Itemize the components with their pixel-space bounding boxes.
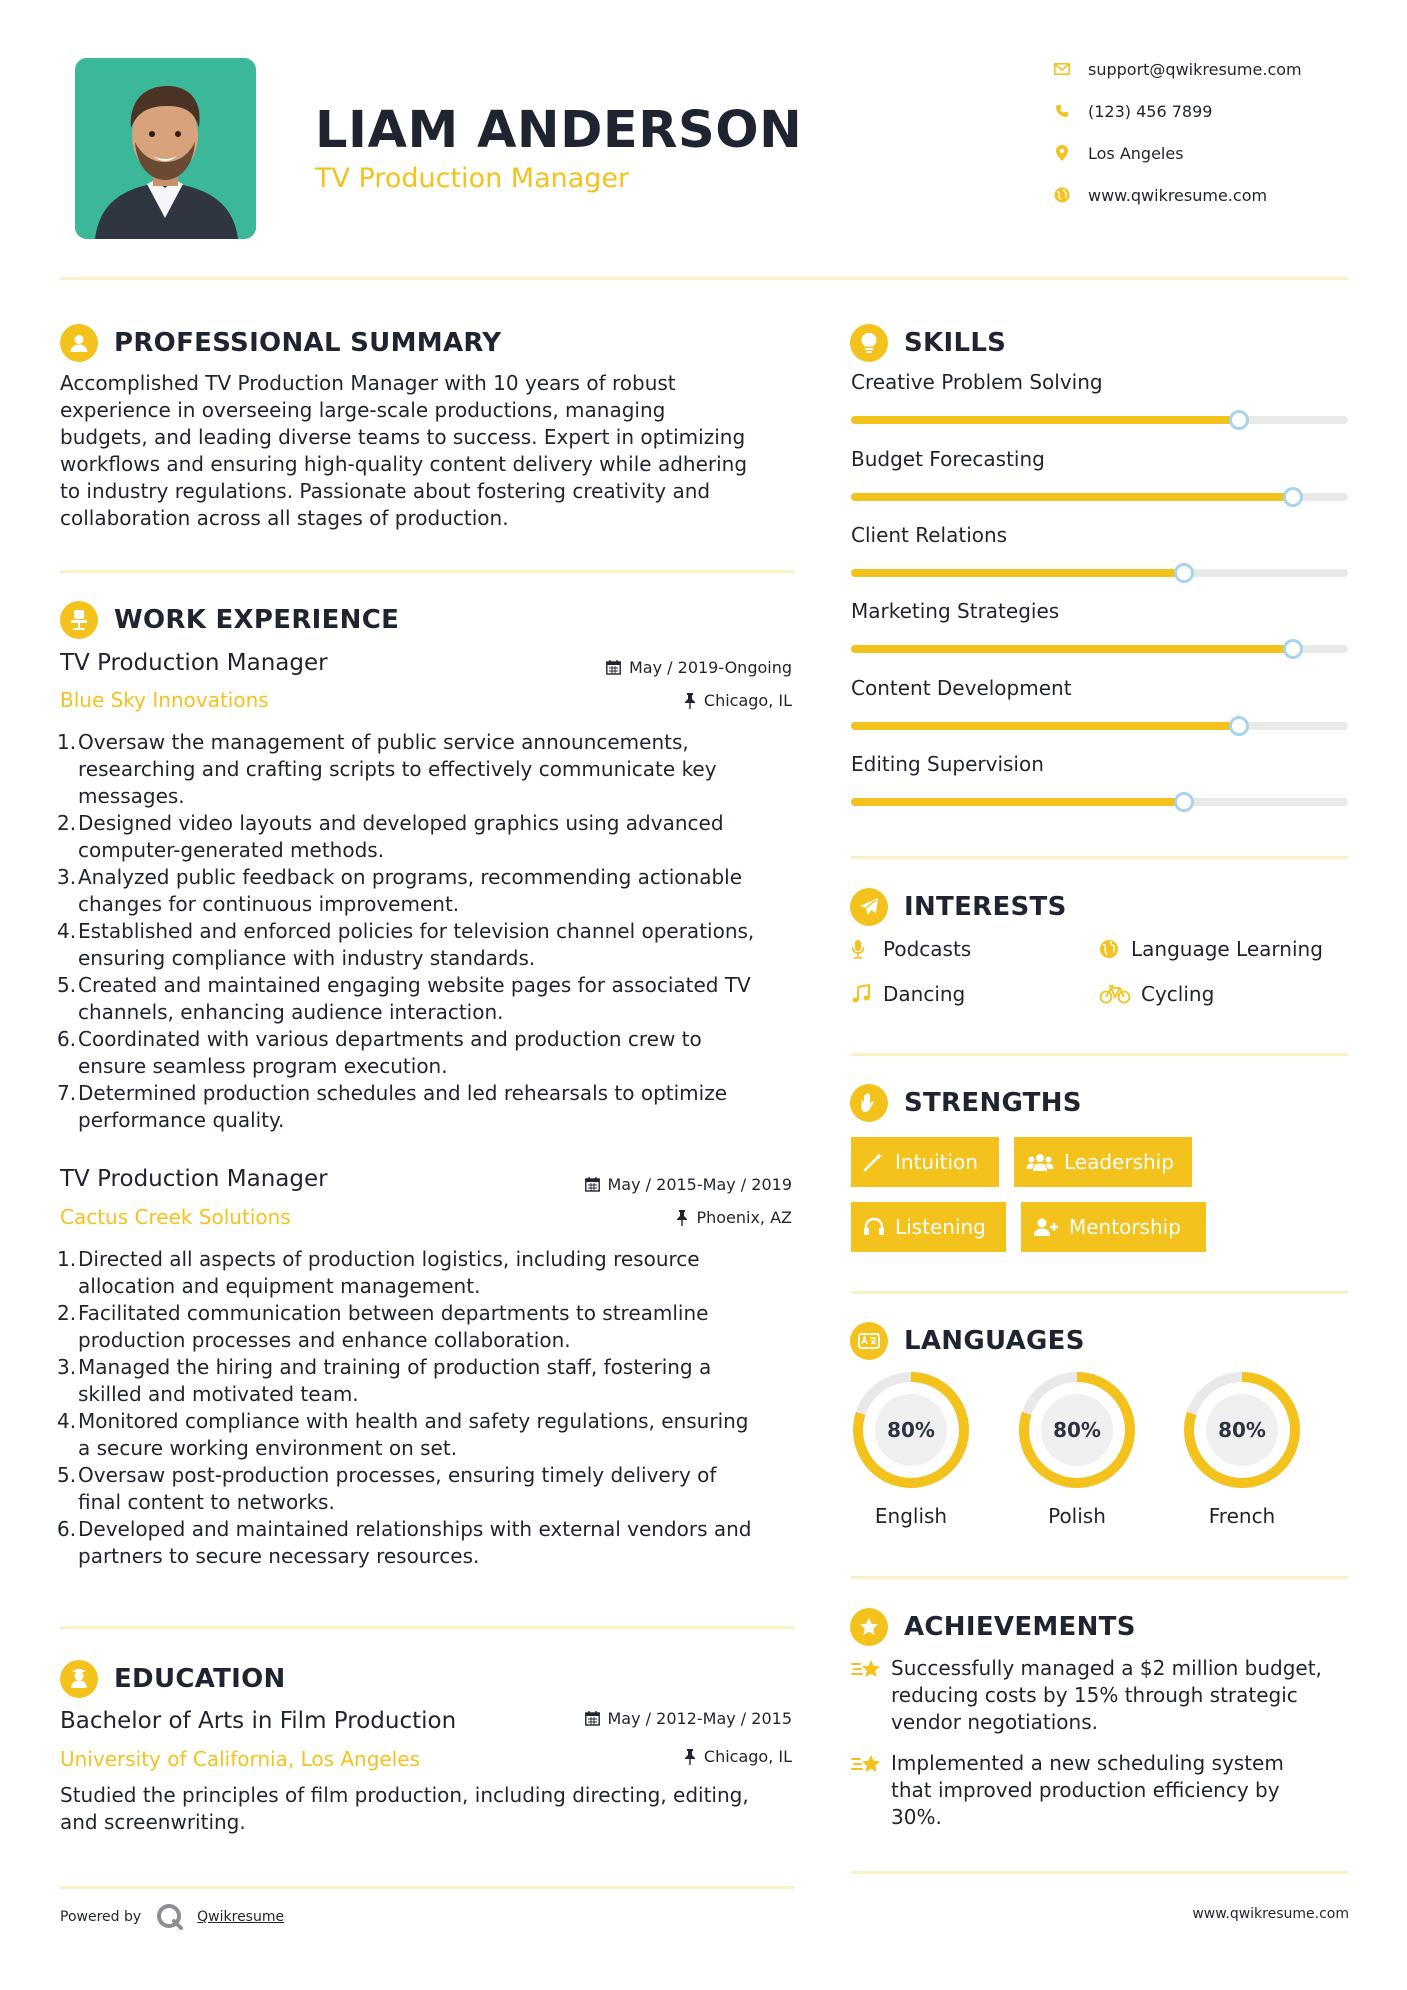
paper-plane-icon xyxy=(850,888,888,926)
skill-level-knob xyxy=(1229,716,1249,736)
achievement-item xyxy=(851,1655,1351,1736)
skills-heading xyxy=(850,324,1006,362)
job-company: Cactus Creek Solutions xyxy=(60,1205,291,1229)
section-divider xyxy=(851,1871,1348,1874)
achievement-line: that improved production efficiency by xyxy=(891,1778,1280,1802)
skill-level-fill xyxy=(851,493,1293,501)
list-item: 3. Managed the hiring and training of production staff, fostering a skilled and motivated team. xyxy=(57,1355,712,1406)
skill-level-bar xyxy=(851,798,1348,806)
hand-icon xyxy=(850,1084,888,1122)
list-item: 2. Designed video layouts and developed graphics using advanced computer-generated methods. xyxy=(57,811,724,862)
interests-heading xyxy=(850,888,1067,926)
contact-phone[interactable] xyxy=(1050,99,1212,123)
skill-name: Budget Forecasting xyxy=(851,447,1045,471)
language-ring xyxy=(1017,1370,1137,1490)
candidate-name: LIAM ANDERSON xyxy=(315,101,803,160)
interest-item xyxy=(851,937,971,961)
envelope-icon xyxy=(1050,57,1074,81)
lightbulb-icon xyxy=(850,324,888,362)
summary-line: to industry regulations. Passionate about fostering creativity and xyxy=(60,479,711,503)
strength-chip xyxy=(851,1137,999,1187)
job-dates-text: May / 2015-May / 2019 xyxy=(607,1175,792,1194)
chair-icon xyxy=(60,601,98,639)
achievement-line: Implemented a new scheduling system xyxy=(891,1751,1284,1775)
graduate-icon xyxy=(60,1660,98,1698)
section-divider xyxy=(851,856,1348,859)
strengths-heading xyxy=(850,1084,1082,1122)
language-percent: 80% xyxy=(1218,1418,1266,1442)
education-heading xyxy=(60,1660,286,1698)
list-item: 7. Determined production schedules and led rehearsals to optimize performance quality. xyxy=(57,1081,728,1132)
language-name: Polish xyxy=(1048,1504,1106,1528)
skill-name: Editing Supervision xyxy=(851,752,1044,776)
education-location-text: Chicago, IL xyxy=(703,1747,792,1766)
list-item: 2. Facilitated communication between departments to streamline production processes and enhance collaboration. xyxy=(57,1301,709,1352)
contact-website[interactable] xyxy=(1050,183,1267,207)
language-ring xyxy=(1182,1370,1302,1490)
education-dates xyxy=(572,1709,792,1728)
strength-chip xyxy=(851,1202,1006,1252)
summary-heading-text: PROFESSIONAL SUMMARY xyxy=(114,328,502,358)
calendar-icon xyxy=(585,1711,600,1726)
job-dates xyxy=(572,1175,792,1194)
strength-chip xyxy=(1021,1202,1206,1252)
contact-email-text: support@qwikresume.com xyxy=(1088,59,1302,79)
job-role: TV Production Manager xyxy=(60,650,328,676)
language-percent: 80% xyxy=(887,1418,935,1442)
pushpin-icon xyxy=(676,1210,688,1226)
header-divider xyxy=(60,277,1348,280)
interests-heading-text: INTERESTS xyxy=(904,892,1067,922)
language-percent: 80% xyxy=(1053,1418,1101,1442)
skill-level-bar xyxy=(851,569,1348,577)
job-location xyxy=(572,691,792,710)
skill-level-fill xyxy=(851,569,1184,577)
strength-label: Listening xyxy=(895,1215,986,1239)
bicycle-icon xyxy=(1099,984,1137,1004)
summary-heading xyxy=(60,324,501,362)
job-company: Blue Sky Innovations xyxy=(60,688,269,712)
list-item: 4. Monitored compliance with health and safety regulations, ensuring a secure working environment on set. xyxy=(57,1409,749,1460)
achievement-line: reducing costs by 15% through strategic xyxy=(891,1683,1298,1707)
star-badge-icon xyxy=(850,1608,888,1646)
shooting-star-icon xyxy=(851,1750,891,1831)
degree-title: Bachelor of Arts in Film Production xyxy=(60,1708,457,1734)
contact-email[interactable] xyxy=(1050,57,1302,81)
pushpin-icon xyxy=(684,1749,696,1765)
user-icon xyxy=(60,324,98,362)
skills-heading-text: SKILLS xyxy=(904,328,1007,358)
section-divider xyxy=(851,1576,1348,1579)
interest-item xyxy=(1099,982,1214,1006)
list-item: 5. Created and maintained engaging website pages for associated TV channels, enhancing audience interaction. xyxy=(57,973,751,1024)
language-name: French xyxy=(1208,1504,1276,1528)
language-card-icon xyxy=(850,1322,888,1360)
language-ring xyxy=(851,1370,971,1490)
skill-level-bar xyxy=(851,493,1348,501)
skill-name: Creative Problem Solving xyxy=(851,370,1103,394)
summary-line: experience in overseeing large-scale productions, managing xyxy=(60,398,666,422)
headphones-icon xyxy=(863,1217,885,1237)
list-item: 6. Developed and maintained relationships with external vendors and partners to secure necessary resources. xyxy=(57,1517,752,1568)
pushpin-icon xyxy=(684,693,696,709)
calendar-icon xyxy=(585,1177,600,1192)
interest-item xyxy=(851,982,965,1006)
strength-label: Intuition xyxy=(895,1150,978,1174)
interest-label: Podcasts xyxy=(883,937,972,961)
strength-chip xyxy=(1014,1137,1192,1187)
map-pin-icon xyxy=(1050,141,1074,165)
skill-level-knob xyxy=(1283,639,1303,659)
list-item: 1. Directed all aspects of production logistics, including resource allocation and equipment management. xyxy=(57,1247,700,1298)
summary-text xyxy=(60,370,800,532)
job-role: TV Production Manager xyxy=(60,1166,328,1192)
section-divider xyxy=(851,1291,1348,1294)
job-location-text: Chicago, IL xyxy=(703,691,792,710)
magic-wand-icon xyxy=(863,1152,885,1172)
achievement-item xyxy=(851,1750,1351,1831)
contact-location xyxy=(1050,141,1184,165)
shooting-star-icon xyxy=(851,1655,891,1736)
language-item xyxy=(1017,1370,1137,1528)
job-duties-list xyxy=(57,729,800,1134)
achievements-heading-text: ACHIEVEMENTS xyxy=(904,1612,1136,1642)
job-dates xyxy=(572,658,792,677)
qwikresume-logo-icon xyxy=(155,1902,185,1932)
microphone-icon xyxy=(851,939,879,959)
skill-level-knob xyxy=(1174,563,1194,583)
skill-name: Marketing Strategies xyxy=(851,599,1060,623)
skill-level-fill xyxy=(851,645,1293,653)
work-heading xyxy=(60,601,399,639)
phone-icon xyxy=(1050,99,1074,123)
interest-label: Cycling xyxy=(1141,982,1215,1006)
job-location-text: Phoenix, AZ xyxy=(696,1208,792,1227)
qwikresume-link[interactable]: Qwikresume xyxy=(197,1909,285,1925)
skill-level-bar xyxy=(851,416,1348,424)
strength-label: Mentorship xyxy=(1069,1215,1181,1239)
summary-line: collaboration across all stages of production. xyxy=(60,506,509,530)
contact-location-text: Los Angeles xyxy=(1088,143,1184,163)
skill-level-fill xyxy=(851,416,1239,424)
achievement-line: Successfully managed a $2 million budget, xyxy=(891,1656,1322,1680)
section-divider xyxy=(60,1626,794,1629)
skill-level-fill xyxy=(851,798,1184,806)
language-name: English xyxy=(874,1504,948,1528)
music-note-icon xyxy=(851,984,879,1004)
user-plus-icon xyxy=(1033,1217,1059,1237)
skill-level-bar xyxy=(851,645,1348,653)
contact-phone-text: (123) 456 7899 xyxy=(1088,101,1213,121)
summary-line: Accomplished TV Production Manager with 10 years of robust xyxy=(60,371,676,395)
language-item xyxy=(851,1370,971,1528)
job-dates-text: May / 2019-Ongoing xyxy=(629,658,792,677)
strengths-heading-text: STRENGTHS xyxy=(904,1088,1082,1118)
globe-icon xyxy=(1099,939,1127,959)
list-item: 6. Coordinated with various departments and production crew to ensure seamless program execution. xyxy=(57,1027,702,1078)
globe-icon xyxy=(1050,183,1074,207)
skill-name: Content Development xyxy=(851,676,1072,700)
footer-website[interactable]: www.qwikresume.com xyxy=(1192,1906,1349,1922)
work-heading-text: WORK EXPERIENCE xyxy=(114,605,400,635)
skill-level-bar xyxy=(851,722,1348,730)
powered-by-label: Powered by xyxy=(60,1909,142,1925)
education-heading-text: EDUCATION xyxy=(114,1664,286,1694)
job-duties-list xyxy=(57,1246,800,1570)
skill-level-knob xyxy=(1283,487,1303,507)
list-item: 3. Analyzed public feedback on programs, recommending actionable changes for continuous improvement. xyxy=(57,865,743,916)
interest-label: Language Learning xyxy=(1131,937,1323,961)
skill-level-knob xyxy=(1174,792,1194,812)
education-location xyxy=(572,1747,792,1766)
summary-line: workflows and ensuring high-quality content delivery while adhering xyxy=(60,452,748,476)
skill-level-fill xyxy=(851,722,1239,730)
powered-by xyxy=(60,1902,284,1932)
language-item xyxy=(1182,1370,1302,1528)
list-item: 5. Oversaw post-production processes, ensuring timely delivery of final content to networks. xyxy=(57,1463,717,1514)
summary-line: budgets, and leading diverse teams to success. Expert in optimizing xyxy=(60,425,746,449)
skill-name: Client Relations xyxy=(851,523,1008,547)
contact-website-text: www.qwikresume.com xyxy=(1088,185,1268,205)
calendar-icon xyxy=(606,660,621,675)
achievement-line: 30%. xyxy=(891,1805,942,1829)
interest-item xyxy=(1099,937,1323,961)
school-name: University of California, Los Angeles xyxy=(60,1747,421,1771)
section-divider xyxy=(60,570,794,573)
interest-label: Dancing xyxy=(883,982,966,1006)
profile-photo xyxy=(75,58,256,239)
achievements-heading xyxy=(850,1608,1136,1646)
education-dates-text: May / 2012-May / 2015 xyxy=(607,1709,792,1728)
achievement-line: vendor negotiations. xyxy=(891,1710,1098,1734)
candidate-title: TV Production Manager xyxy=(315,163,630,194)
languages-heading xyxy=(850,1322,1085,1360)
section-divider xyxy=(851,1053,1348,1056)
languages-heading-text: LANGUAGES xyxy=(904,1326,1085,1356)
skill-level-knob xyxy=(1229,410,1249,430)
list-item: 4. Established and enforced policies for television channel operations, ensuring compliance with industry standards. xyxy=(57,919,755,970)
job-location xyxy=(572,1208,792,1227)
users-icon xyxy=(1026,1152,1054,1172)
list-item: 1. Oversaw the management of public service announcements, researching and crafting scripts to effectively communicate key messages. xyxy=(57,730,717,808)
strength-label: Leadership xyxy=(1064,1150,1174,1174)
section-divider xyxy=(60,1886,794,1889)
education-description: Studied the principles of film production, including directing, editing, and screenwriting. xyxy=(60,1783,749,1834)
